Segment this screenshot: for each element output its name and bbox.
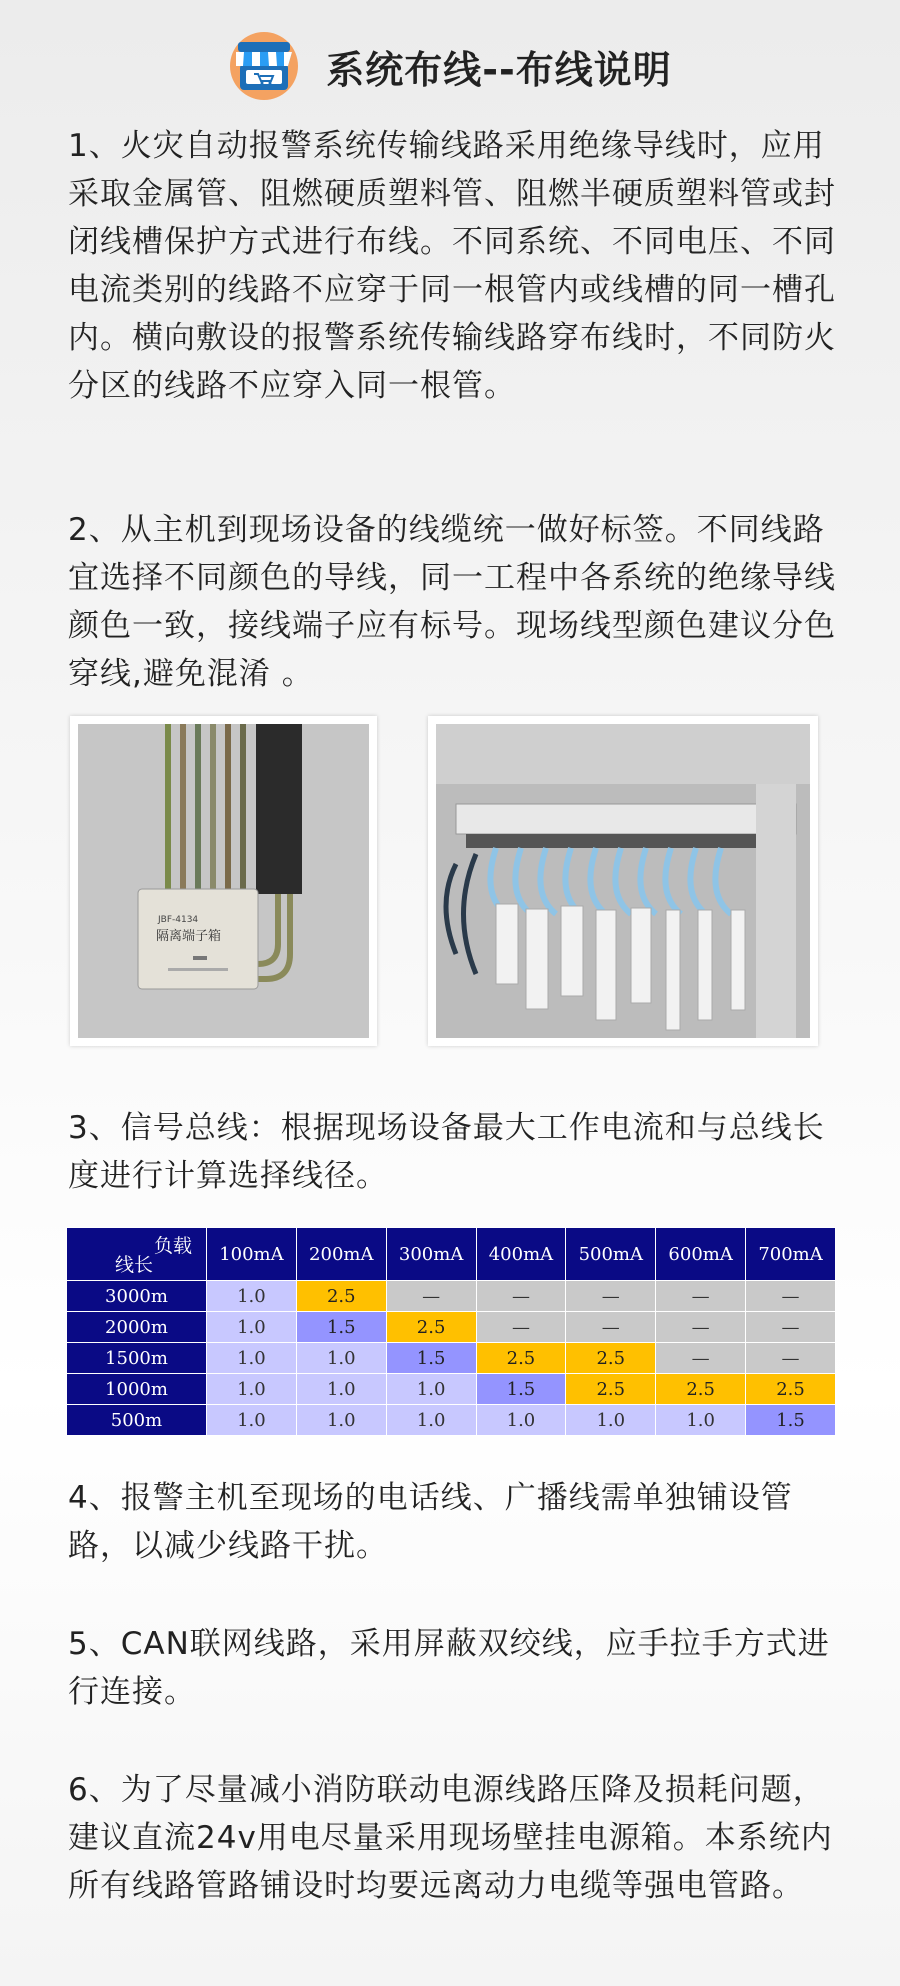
table-cell: 2.5 (476, 1343, 566, 1374)
row-length-label: 1000m (67, 1374, 207, 1405)
table-row (67, 1343, 836, 1374)
table-cell: 1.0 (566, 1405, 656, 1436)
table-cell: 1.0 (207, 1343, 297, 1374)
table-cell: 1.0 (296, 1343, 386, 1374)
table-cell: 2.5 (566, 1374, 656, 1405)
paragraph-2: 2、从主机到现场设备的线缆统一做好标签。不同线路宜选择不同颜色的导线，同一工程中各系统的绝缘导线颜色一致，接线端子应有标号。现场线型颜色建议分色穿线,避免混淆 。 (68, 512, 836, 692)
column-header: 700mA (746, 1228, 836, 1281)
table-cell: 1.0 (476, 1405, 566, 1436)
table-cell: — (746, 1312, 836, 1343)
table-cell: 1.5 (296, 1312, 386, 1343)
table-header-row (67, 1228, 836, 1281)
photo-isolation-terminal-box (70, 716, 377, 1046)
table-cell: 2.5 (656, 1374, 746, 1405)
paragraph-3: 3、信号总线：根据现场设备最大工作电流和与总线长度进行计算选择线径。 (68, 1110, 825, 1194)
table-cell: — (476, 1281, 566, 1312)
table-cell: — (386, 1281, 476, 1312)
table-cell: 2.5 (386, 1312, 476, 1343)
table-row (67, 1374, 836, 1405)
column-header: 600mA (656, 1228, 746, 1281)
table-cell: — (656, 1312, 746, 1343)
table-cell: 1.5 (746, 1405, 836, 1436)
table-cell: — (746, 1281, 836, 1312)
table-body (67, 1281, 836, 1436)
paragraph-4: 4、报警主机至现场的电话线、广播线需单独铺设管路，以减少线路干扰。 (68, 1480, 793, 1564)
wire-gauge-table (66, 1227, 836, 1436)
column-header: 500mA (566, 1228, 656, 1281)
row-length-label: 1500m (67, 1343, 207, 1374)
table-cell: 1.0 (386, 1405, 476, 1436)
photo-labeled-wiring-terminals (428, 716, 818, 1046)
column-header: 400mA (476, 1228, 566, 1281)
table-cell: — (566, 1281, 656, 1312)
table-cell: — (656, 1343, 746, 1374)
corner-load-label: 负载 (153, 1235, 192, 1257)
paragraph-1: 1、火灾自动报警系统传输线路采用绝缘导线时，应用采取金属管、阻燃硬质塑料管、阻燃半硬质塑料管或封闭线槽保护方式进行布线。不同系统、不同电压、不同电流类别的线路不应穿于同一根管内或线槽的同一槽孔内。横向敷设的报警系统传输线路穿布线时，不同防火分区的线路不应穿入同一根管。 (68, 128, 836, 404)
table-cell: — (566, 1312, 656, 1343)
table-cell: — (656, 1281, 746, 1312)
paragraph-5: 5、CAN联网线路，采用屏蔽双绞线，应手拉手方式进行连接。 (68, 1626, 830, 1710)
shop-awning-icon (228, 30, 300, 102)
corner-length-label: 线长 (115, 1254, 154, 1276)
table-row (67, 1281, 836, 1312)
svg-text:JBF-4134: JBF-4134 (158, 915, 199, 925)
table-cell: — (476, 1312, 566, 1343)
table-cell: 1.0 (296, 1374, 386, 1405)
row-length-label: 3000m (67, 1281, 207, 1312)
table-cell: 2.5 (746, 1374, 836, 1405)
terminal-box-label: 隔离端子箱 (156, 929, 222, 944)
table-cell: 2.5 (296, 1281, 386, 1312)
table-cell: 1.0 (207, 1281, 297, 1312)
paragraph-6: 6、为了尽量减小消防联动电源线路压降及损耗问题，建议直流24v用电尽量采用现场壁挂电源箱。本系统内所有线路管路铺设时均要远离动力电缆等强电管路。 (68, 1772, 833, 1904)
column-header: 300mA (386, 1228, 476, 1281)
table-cell: 1.0 (207, 1405, 297, 1436)
column-header: 200mA (296, 1228, 386, 1281)
table-cell: 1.5 (386, 1343, 476, 1374)
table-cell: — (746, 1343, 836, 1374)
table-cell: 1.0 (207, 1312, 297, 1343)
table-cell: 1.5 (476, 1374, 566, 1405)
table-cell: 1.0 (296, 1405, 386, 1436)
table-cell: 1.0 (207, 1374, 297, 1405)
row-length-label: 2000m (67, 1312, 207, 1343)
table-corner-header (67, 1228, 207, 1281)
table-cell: 1.0 (656, 1405, 746, 1436)
page-header (0, 28, 900, 104)
table-row (67, 1312, 836, 1343)
page-title: 系统布线--布线说明 (326, 47, 672, 92)
table-cell: 2.5 (566, 1343, 656, 1374)
table-cell: 1.0 (386, 1374, 476, 1405)
row-length-label: 500m (67, 1405, 207, 1436)
table-row (67, 1405, 836, 1436)
column-header: 100mA (207, 1228, 297, 1281)
